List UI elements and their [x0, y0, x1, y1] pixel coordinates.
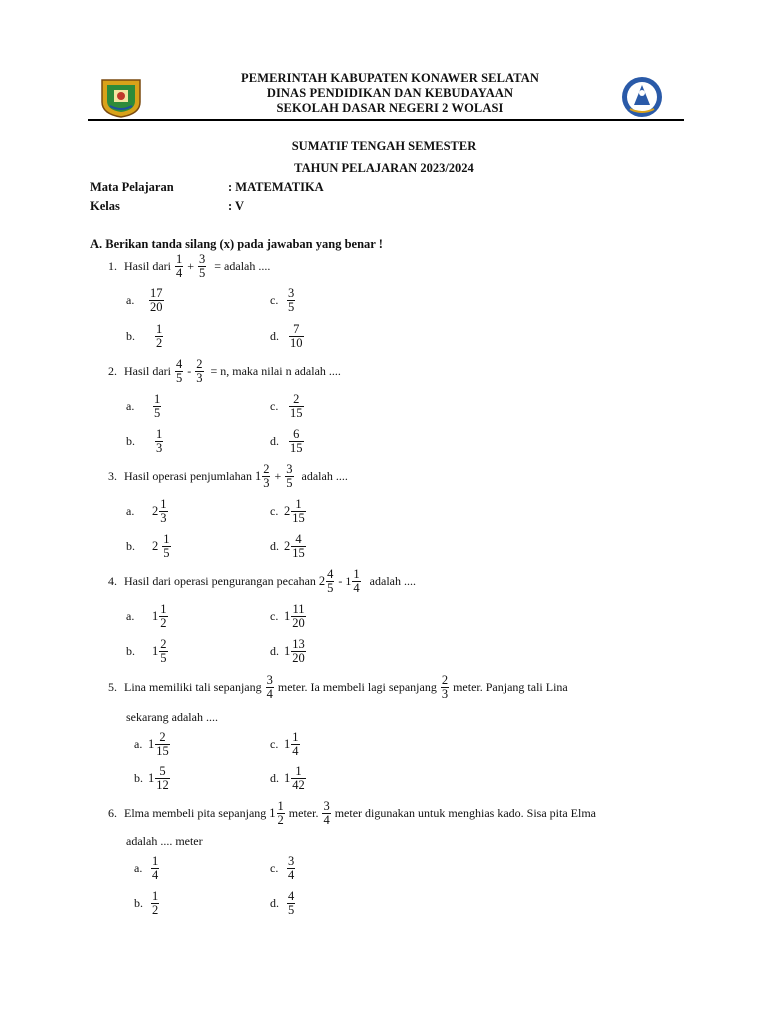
- class-value: : V: [228, 199, 245, 213]
- question-6: 6. Elma membeli pita sepanjang 1 $\frac{1}{2}$ meter. $\frac{3}{4}$ meter digunakan untuk menghias kado. Sisa pita Elma: [108, 799, 596, 827]
- subject-value: : MATEMATIKA: [228, 180, 324, 194]
- option-4c[interactable]: c. 1 $\frac{11}{20}$: [270, 602, 305, 630]
- question-3: 3. Hasil operasi penjumlahan 1 $\frac{2}{3}$ + $\frac{3}{5}$ adalah ....: [108, 462, 348, 490]
- header-divider: [88, 119, 684, 121]
- section-a-instruction: A. Berikan tanda silang (x) pada jawaban yang benar !: [90, 237, 383, 251]
- option-2b[interactable]: b. $\frac{1}{3}$: [126, 427, 163, 455]
- question-1: 1. Hasil dari $\frac{1}{4}$ + $\frac{3}{5}$ = adalah ....: [108, 252, 271, 280]
- header-line-3: SEKOLAH DASAR NEGERI 2 WOLASI: [276, 101, 504, 115]
- question-5: 5. Lina memiliki tali sepanjang $\frac{3}{4}$ meter. Ia membeli lagi sepanjang $\frac{2}{3}$ meter. Panjang tali Lina: [108, 673, 568, 701]
- header-line-1: PEMERINTAH KABUPATEN KONAWER SELATAN: [241, 71, 539, 85]
- option-2a[interactable]: a. $\frac{1}{5}$: [126, 392, 161, 420]
- question-6-line-2: adalah .... meter: [126, 834, 203, 848]
- question-text: Hasil dari: [124, 259, 171, 273]
- option-3d[interactable]: d. 2 $\frac{4}{15}$: [270, 532, 305, 560]
- academic-year: TAHUN PELAJARAN 2023/2024: [294, 161, 474, 175]
- class-label: Kelas: [90, 199, 120, 213]
- option-6c[interactable]: c. $\frac{3}{4}$: [270, 854, 295, 882]
- option-1a[interactable]: a. $\frac{17}{20}$: [126, 286, 163, 314]
- option-5c[interactable]: c. 1 $\frac{1}{4}$: [270, 730, 299, 758]
- question-number: 1.: [108, 259, 117, 273]
- option-6d[interactable]: d. $\frac{4}{5}$: [270, 889, 295, 917]
- option-4b[interactable]: b. 1 $\frac{2}{5}$: [126, 637, 167, 665]
- subject-label: Mata Pelajaran: [90, 180, 174, 194]
- option-6a[interactable]: a. $\frac{1}{4}$: [134, 854, 159, 882]
- option-5d[interactable]: d. 1 $\frac{1}{42}$: [270, 764, 305, 792]
- option-3c[interactable]: c. 2 $\frac{1}{15}$: [270, 497, 305, 525]
- option-2d[interactable]: d. $\frac{6}{15}$: [270, 427, 303, 455]
- fraction: $\frac{3}{5}$: [199, 252, 206, 280]
- option-1b[interactable]: b. $\frac{1}{2}$: [126, 322, 163, 350]
- option-5a[interactable]: a. 1 $\frac{2}{15}$: [134, 730, 169, 758]
- option-4d[interactable]: d. 1 $\frac{13}{20}$: [270, 637, 305, 665]
- option-5b[interactable]: b. 1 $\frac{5}{12}$: [134, 764, 169, 792]
- kabupaten-emblem-logo: [98, 76, 144, 118]
- fraction: $\frac{1}{4}$: [176, 252, 183, 280]
- option-6b[interactable]: b. $\frac{1}{2}$: [134, 889, 159, 917]
- question-4: 4. Hasil dari operasi pengurangan pecahan 2 $\frac{4}{5}$ - 1 $\frac{1}{4}$ adalah ....: [108, 567, 416, 595]
- option-3a[interactable]: a. 2 $\frac{1}{3}$: [126, 497, 167, 525]
- option-1c[interactable]: c. $\frac{3}{5}$: [270, 286, 295, 314]
- tut-wuri-handayani-logo: [616, 75, 668, 119]
- question-5-line-2: sekarang adalah ....: [126, 710, 218, 724]
- header-line-2: DINAS PENDIDIKAN DAN KEBUDAYAAN: [266, 86, 514, 100]
- option-2c[interactable]: c. $\frac{2}{15}$: [270, 392, 303, 420]
- exam-title: SUMATIF TENGAH SEMESTER: [291, 139, 477, 153]
- option-1d[interactable]: d. $\frac{7}{10}$: [270, 322, 303, 350]
- option-3b[interactable]: b. 2 $\frac{1}{5}$: [126, 532, 170, 560]
- question-2: 2. Hasil dari $\frac{4}{5}$ - $\frac{2}{3}$ = n, maka nilai n adalah ....: [108, 357, 341, 385]
- option-4a[interactable]: a. 1 $\frac{1}{2}$: [126, 602, 167, 630]
